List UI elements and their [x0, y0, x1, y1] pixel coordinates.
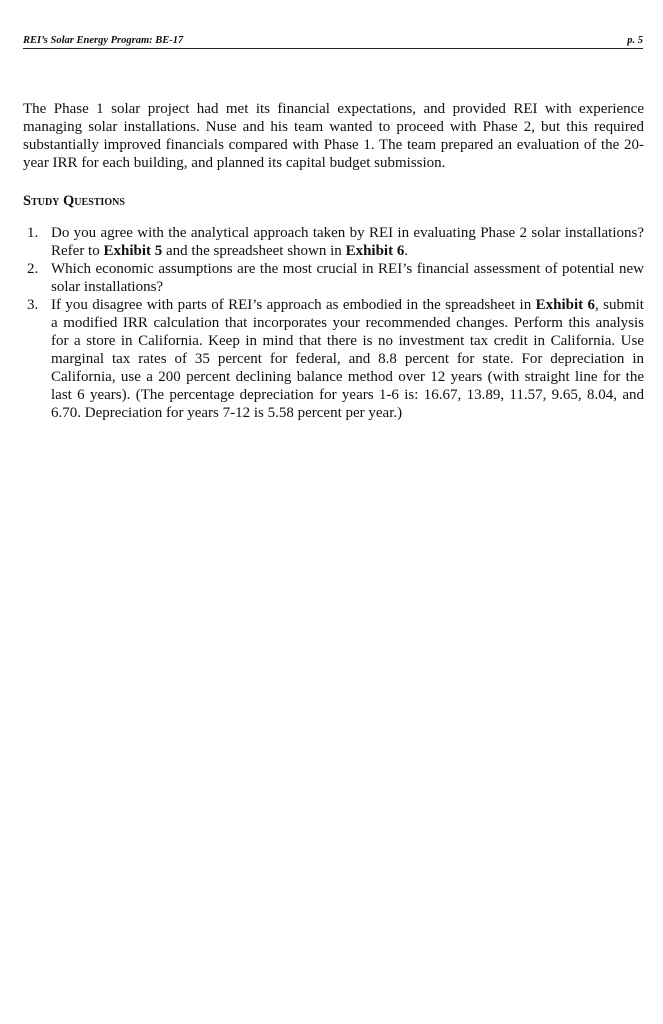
question-item: [23, 260, 644, 296]
question-number: 1.: [27, 225, 39, 241]
question-text-part: and the spreadsheet shown in: [162, 243, 346, 259]
question-number: 3.: [27, 297, 39, 313]
running-header: [23, 34, 643, 49]
study-questions-list: [23, 224, 644, 422]
question-text-part: If you disagree with parts of REI’s approach as embodied in the spreadsheet in: [51, 297, 536, 313]
exhibit-reference: Exhibit 5: [103, 243, 163, 259]
question-text-part: .: [404, 243, 409, 259]
question-text-part: Do you agree with the analytical approach taken by REI in evaluating Phase 2 solar installations? Refer to: [51, 225, 644, 259]
question-number: 2.: [27, 261, 39, 277]
intro-paragraph: The Phase 1 solar project had met its financial expectations, and provided REI with experience managing solar installations. Nuse and his team wanted to proceed with Phase 2, but this required substantially improved financials compared with Phase 1. The team prepared an evaluation of the 20-year IRR for each building, and planned its capital budget submission.: [23, 101, 644, 171]
section-heading: Study Questions: [23, 193, 125, 209]
header-case-title: REI’s Solar Energy Program: BE-17: [23, 35, 184, 46]
question-text-part: , submit a modified IRR calculation that incorporates your recommended changes. Perform this analysis for a store in California. Keep in mind that there is no investment tax credit in California. Use marginal tax rates of 35 percent for federal, and 8.8 percent for state. For depreciation in California, use a 200 percent declining balance method over 12 years (with straight line for the last 6 years). (The percentage depreciation for years 1-6 is: 16.67, 13.89, 11.57, 9.65, 8.04, and 6.70. Depreciation for years 7-12 is 5.58 percent per year.): [51, 297, 644, 421]
question-text: Which economic assumptions are the most crucial in REI’s financial assessment of potential new solar installations?: [51, 261, 644, 295]
exhibit-reference: Exhibit 6: [535, 297, 595, 313]
exhibit-reference: Exhibit 6: [345, 243, 405, 259]
header-page-number: p. 5: [627, 35, 643, 46]
question-item: [23, 224, 644, 260]
question-item: [23, 296, 644, 422]
